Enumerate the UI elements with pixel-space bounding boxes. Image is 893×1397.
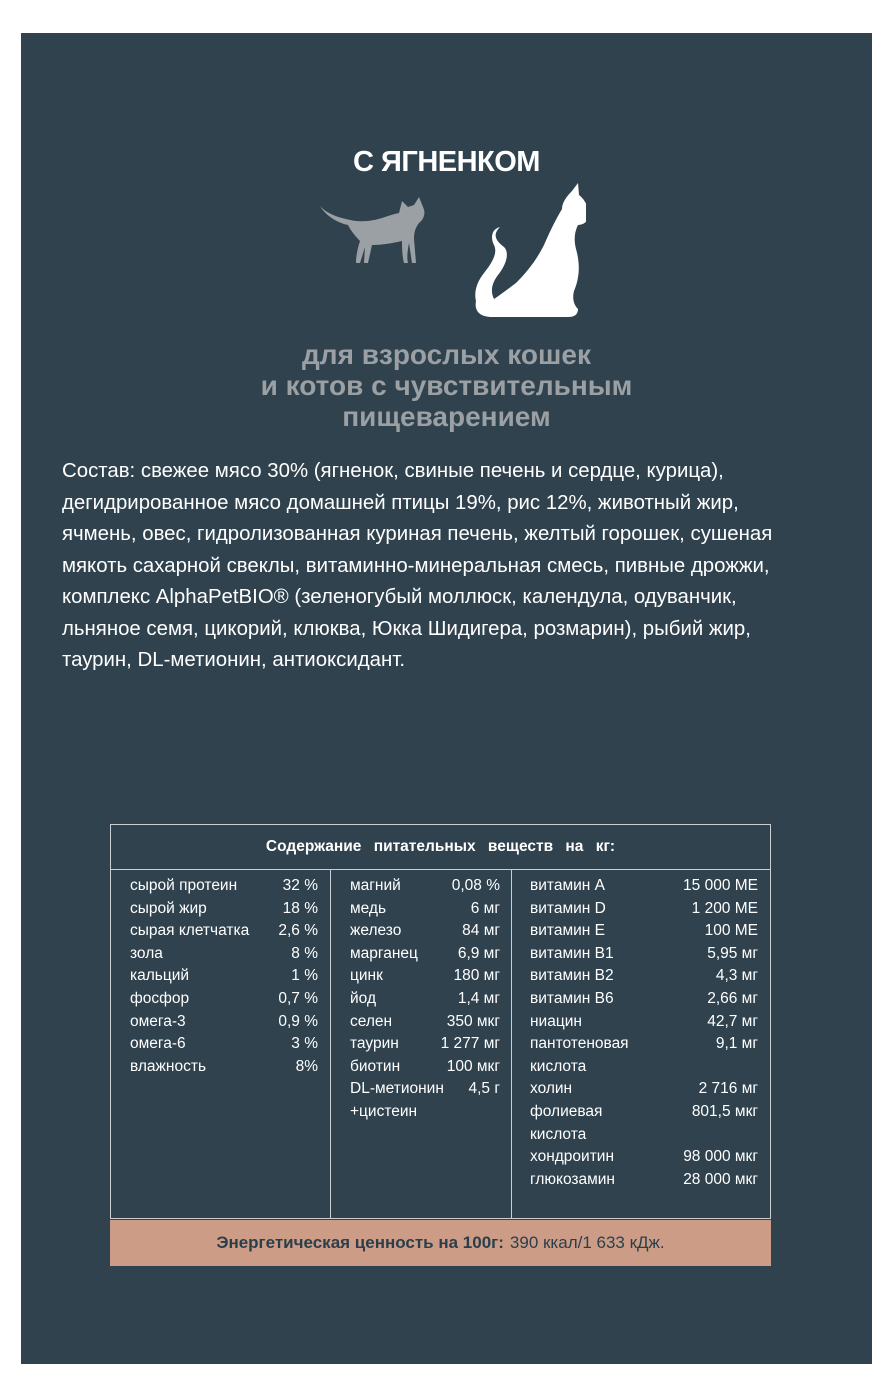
cat-icon bbox=[475, 183, 586, 317]
nutrient-row bbox=[512, 920, 770, 943]
nutrient-table bbox=[110, 824, 771, 1219]
nutrient-name: пантотеновая кислота bbox=[530, 1035, 629, 1075]
composition-line: льняное семя, цикорий, клюква, Юкка Шидигера, розмарин), рыбий жир, bbox=[62, 617, 751, 640]
nutrient-row bbox=[111, 943, 330, 966]
nutrient-row bbox=[331, 1078, 512, 1123]
nutrient-row bbox=[111, 920, 330, 943]
nutrient-name: сырой протеин bbox=[130, 877, 238, 894]
composition-text bbox=[62, 456, 842, 677]
nutrient-row bbox=[111, 1011, 330, 1034]
nutrient-value: 0,7 % bbox=[278, 989, 318, 1007]
nutrient-row bbox=[512, 1011, 770, 1034]
nutrient-value: 1 200 МЕ bbox=[691, 899, 758, 917]
composition-line: таурин, DL-метионин, антиоксидант. bbox=[62, 649, 406, 671]
nutrient-value: 15 000 МЕ bbox=[683, 877, 758, 894]
nutrient-row bbox=[512, 965, 770, 988]
composition-line: Состав: свежее мясо 30% (ягненок, свиные печень и сердце, курица), bbox=[62, 460, 724, 482]
nutrient-row bbox=[331, 1056, 512, 1079]
energy-value-bar bbox=[110, 1220, 771, 1266]
nutrient-name: магний bbox=[350, 877, 401, 894]
nutrient-value: 32 % bbox=[282, 877, 318, 894]
nutrient-name: омега-6 bbox=[130, 1035, 186, 1053]
target-audience bbox=[21, 339, 872, 432]
nutrient-value: 42,7 мг bbox=[707, 1012, 758, 1030]
nutrient-name: хондроитин bbox=[530, 1148, 615, 1166]
composition-line: комплекс AlphaPetBIO® (зеленогубый моллюск, календула, одуванчик, bbox=[62, 586, 737, 608]
nutrient-value: 6 мг bbox=[470, 899, 500, 917]
cats-illustration bbox=[316, 183, 586, 318]
kitten-icon bbox=[318, 197, 424, 263]
nutrient-row bbox=[512, 875, 770, 898]
nutrient-row bbox=[512, 1169, 770, 1192]
nutrient-name: витамин В2 bbox=[530, 967, 614, 985]
nutrient-value: 8 % bbox=[291, 944, 318, 962]
nutrient-name: сырая клетчатка bbox=[130, 922, 250, 940]
nutrient-name: витамин В1 bbox=[530, 944, 614, 962]
flavor-title: С ЯГНЕНКОМ bbox=[353, 146, 540, 178]
nutrient-name: йод bbox=[350, 989, 376, 1007]
nutrient-name: фосфор bbox=[130, 989, 190, 1007]
nutrient-value: 9,1 мг bbox=[715, 1035, 758, 1053]
nutrient-name: DL-метионин +цистеин bbox=[350, 1080, 444, 1120]
nutrient-name: витамин А bbox=[530, 877, 605, 894]
nutrient-name: ниацин bbox=[530, 1012, 582, 1030]
nutrient-value: 28 000 мкг bbox=[683, 1170, 758, 1188]
nutrient-name: биотин bbox=[350, 1057, 401, 1075]
nutrient-value: 1,4 мг bbox=[457, 989, 500, 1007]
nutrient-value: 2,66 мг bbox=[707, 989, 758, 1007]
nutrient-name: омега-3 bbox=[130, 1012, 186, 1030]
nutrient-row bbox=[512, 898, 770, 921]
nutrient-value: 6,9 мг bbox=[457, 944, 500, 962]
nutrient-value: 1 % bbox=[291, 967, 318, 985]
nutrient-row bbox=[111, 898, 330, 921]
target-line: пищеварением bbox=[342, 401, 551, 432]
nutrient-column-minerals bbox=[330, 870, 512, 1218]
target-line: и котов с чувствительным bbox=[260, 370, 633, 401]
energy-value: 390 ккал/1 633 кДж. bbox=[509, 1233, 665, 1252]
nutrient-row bbox=[331, 920, 512, 943]
target-line: для взрослых кошек bbox=[302, 339, 591, 370]
nutrient-table-title: Содержание питательных веществ на кг: bbox=[111, 825, 770, 870]
nutrient-row bbox=[331, 898, 512, 921]
nutrient-value: 4,3 мг bbox=[715, 967, 758, 985]
nutrient-name: медь bbox=[350, 899, 387, 917]
nutrient-row bbox=[512, 1033, 770, 1078]
nutrient-value: 801,5 мкг bbox=[691, 1102, 758, 1120]
composition-line: мякоть сахарной свеклы, витаминно-минеральная смесь, пивные дрожжи, bbox=[62, 554, 770, 577]
nutrient-value: 4,5 г bbox=[468, 1080, 500, 1098]
nutrient-row bbox=[331, 875, 512, 898]
nutrient-row bbox=[512, 943, 770, 966]
nutrient-name: кальций bbox=[130, 967, 190, 985]
nutrient-row bbox=[111, 988, 330, 1011]
nutrient-row bbox=[331, 1033, 512, 1056]
nutrient-name: таурин bbox=[350, 1035, 399, 1053]
nutrient-row bbox=[331, 988, 512, 1011]
nutrient-name: холин bbox=[530, 1080, 573, 1098]
nutrient-name: сырой жир bbox=[130, 899, 207, 917]
nutrient-row bbox=[512, 1146, 770, 1169]
nutrient-row bbox=[512, 1101, 770, 1146]
nutrient-value: 180 мг bbox=[453, 967, 500, 985]
composition-line: дегидрированное мясо домашней птицы 19%, рис 12%, животный жир, bbox=[62, 491, 739, 514]
nutrient-value: 18 % bbox=[282, 899, 318, 917]
nutrient-value: 100 МЕ bbox=[704, 922, 758, 940]
nutrient-row bbox=[331, 965, 512, 988]
nutrient-column-vitamins bbox=[511, 870, 770, 1218]
nutrient-row bbox=[512, 1078, 770, 1101]
nutrient-row bbox=[331, 1011, 512, 1034]
nutrient-value: 98 000 мкг bbox=[683, 1148, 758, 1166]
nutrient-value: 2 716 мг bbox=[698, 1080, 758, 1098]
nutrient-name: цинк bbox=[350, 967, 383, 985]
nutrient-name: железо bbox=[350, 922, 402, 940]
nutrient-value: 0,9 % bbox=[278, 1012, 318, 1030]
nutrient-name: марганец bbox=[350, 944, 418, 962]
nutrient-value: 2,6 % bbox=[278, 922, 318, 940]
nutrient-row bbox=[111, 1033, 330, 1056]
nutrient-name: фолиевая кислота bbox=[530, 1102, 603, 1143]
nutrient-name: витамин Е bbox=[530, 922, 605, 940]
nutrient-name: влажность bbox=[130, 1057, 207, 1075]
nutrient-value: 5,95 мг bbox=[707, 944, 758, 962]
nutrient-value: 1 277 мг bbox=[440, 1035, 500, 1053]
nutrient-name: зола bbox=[130, 944, 163, 962]
energy-label: Энергетическая ценность на 100г: bbox=[216, 1233, 504, 1252]
nutrient-row bbox=[111, 875, 330, 898]
nutrient-name: селен bbox=[350, 1012, 393, 1030]
package-panel bbox=[21, 33, 872, 1364]
nutrient-column-macros bbox=[111, 870, 330, 1218]
nutrient-row bbox=[111, 1056, 330, 1079]
nutrient-value: 100 мкг bbox=[446, 1057, 500, 1075]
nutrient-name: глюкозамин bbox=[530, 1170, 615, 1188]
composition-line: ячмень, овес, гидролизованная куриная печень, желтый горошек, сушеная bbox=[62, 523, 773, 545]
nutrient-row bbox=[111, 965, 330, 988]
nutrient-row bbox=[512, 988, 770, 1011]
nutrient-value: 3 % bbox=[291, 1035, 318, 1053]
nutrient-row bbox=[331, 943, 512, 966]
nutrient-name: витамин D bbox=[530, 899, 606, 917]
nutrient-value: 8% bbox=[295, 1057, 318, 1075]
nutrient-value: 0,08 % bbox=[451, 877, 500, 894]
nutrient-name: витамин В6 bbox=[530, 989, 614, 1007]
nutrient-value: 84 мг bbox=[462, 922, 500, 940]
nutrient-value: 350 мкг bbox=[446, 1012, 500, 1030]
